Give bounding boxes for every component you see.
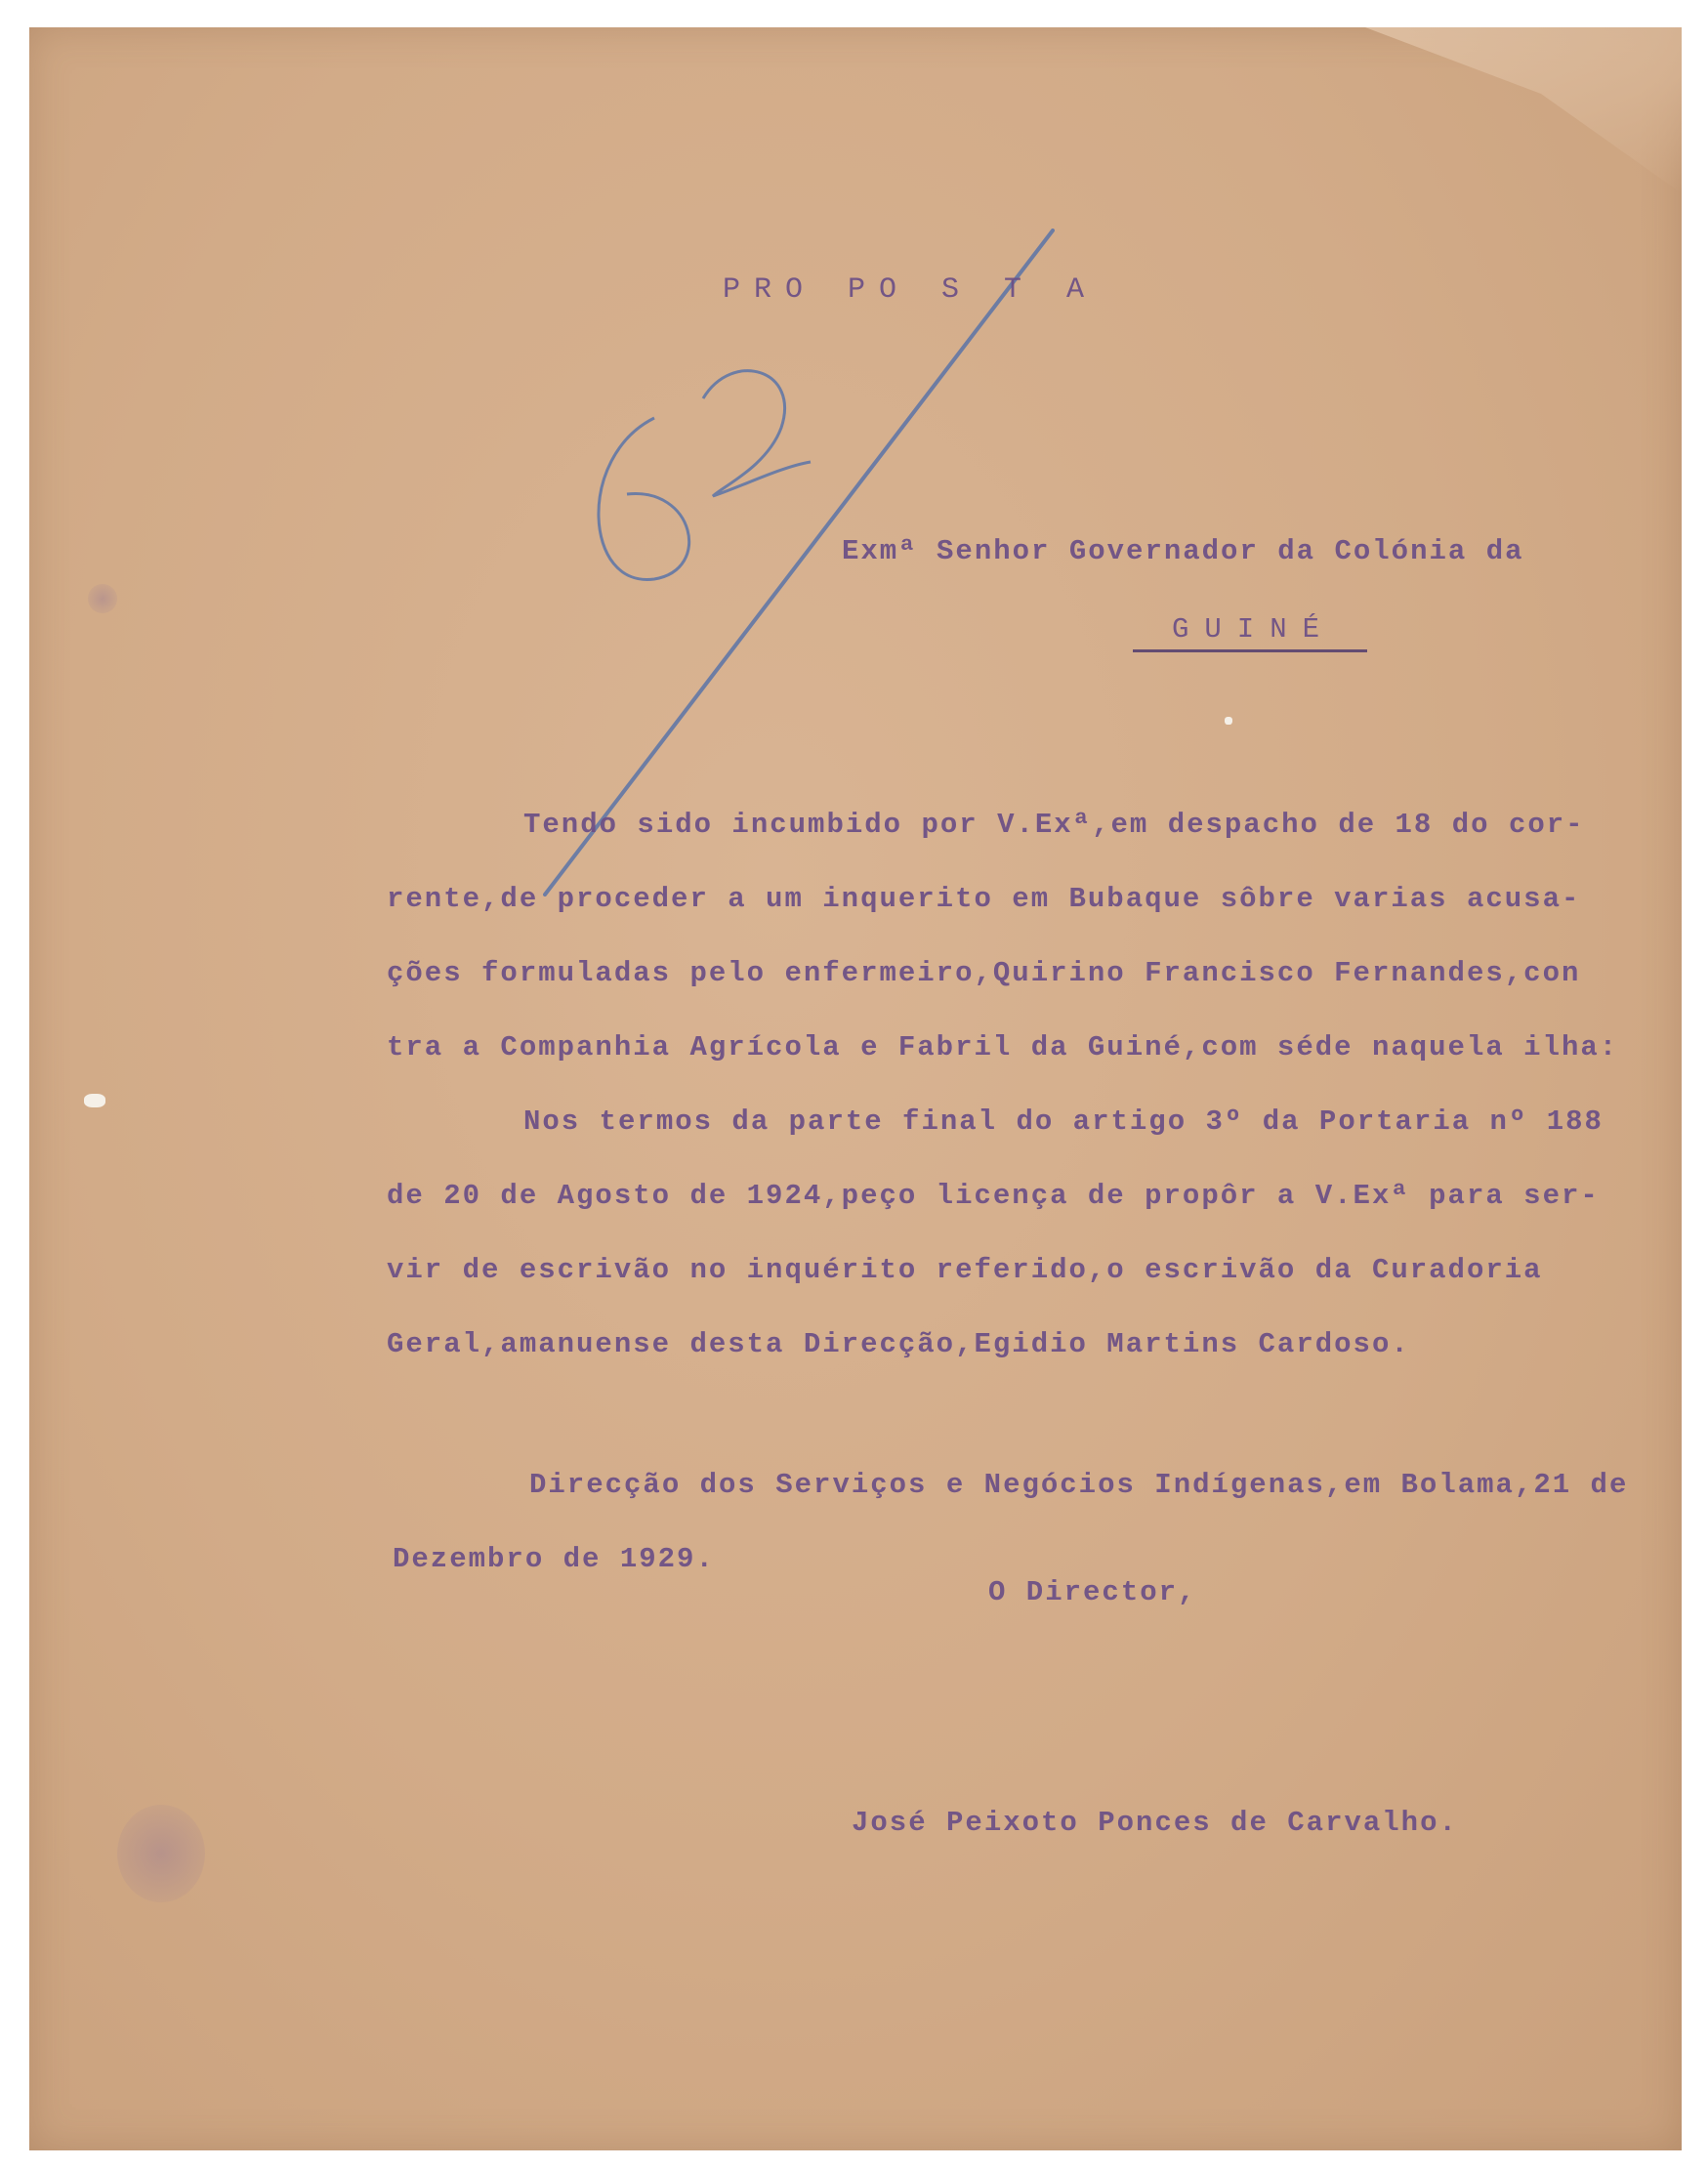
signatory-title: O Director, (988, 1576, 1197, 1608)
handwritten-digit-two (703, 371, 811, 496)
body-line-1: Tendo sido incumbido por V.Exª,em despacho de 18 do cor- (523, 809, 1585, 841)
body-line-8: Geral,amanuense desta Direcção,Egidio Martins Cardoso. (387, 1328, 1410, 1360)
body-line-3: ções formuladas pelo enfermeiro,Quirino Francisco Fernandes,con (387, 957, 1581, 989)
body-line-6: de 20 de Agosto de 1924,peço licença de propôr a V.Exª para ser- (387, 1180, 1600, 1212)
addressee-place: GUINÉ (1133, 613, 1367, 652)
body-line-7: vir de escrivão no inquérito referido,o escrivão da Curadoria (387, 1254, 1543, 1286)
addressee-line: Exmª Senhor Governador da Colónia da (842, 535, 1524, 567)
document-sheet (29, 27, 1682, 2150)
body-line-5: Nos termos da parte final do artigo 3º da Portaria nº 188 (523, 1105, 1604, 1138)
body-line-2: rente,de proceder a um inquerito em Bubaque sôbre varias acusa- (387, 883, 1581, 915)
closing-line-2: Dezembro de 1929. (393, 1543, 715, 1575)
document-heading: PRO PO S T A (723, 273, 1099, 307)
closing-line-1: Direcção dos Serviços e Negócios Indígenas,em Bolama,21 de (529, 1469, 1629, 1501)
body-line-4: tra a Companhia Agrícola e Fabril da Guiné,com séde naquela ilha: (387, 1031, 1619, 1063)
signatory-name: José Peixoto Ponces de Carvalho. (852, 1807, 1458, 1839)
handwritten-digit-six (599, 418, 689, 580)
